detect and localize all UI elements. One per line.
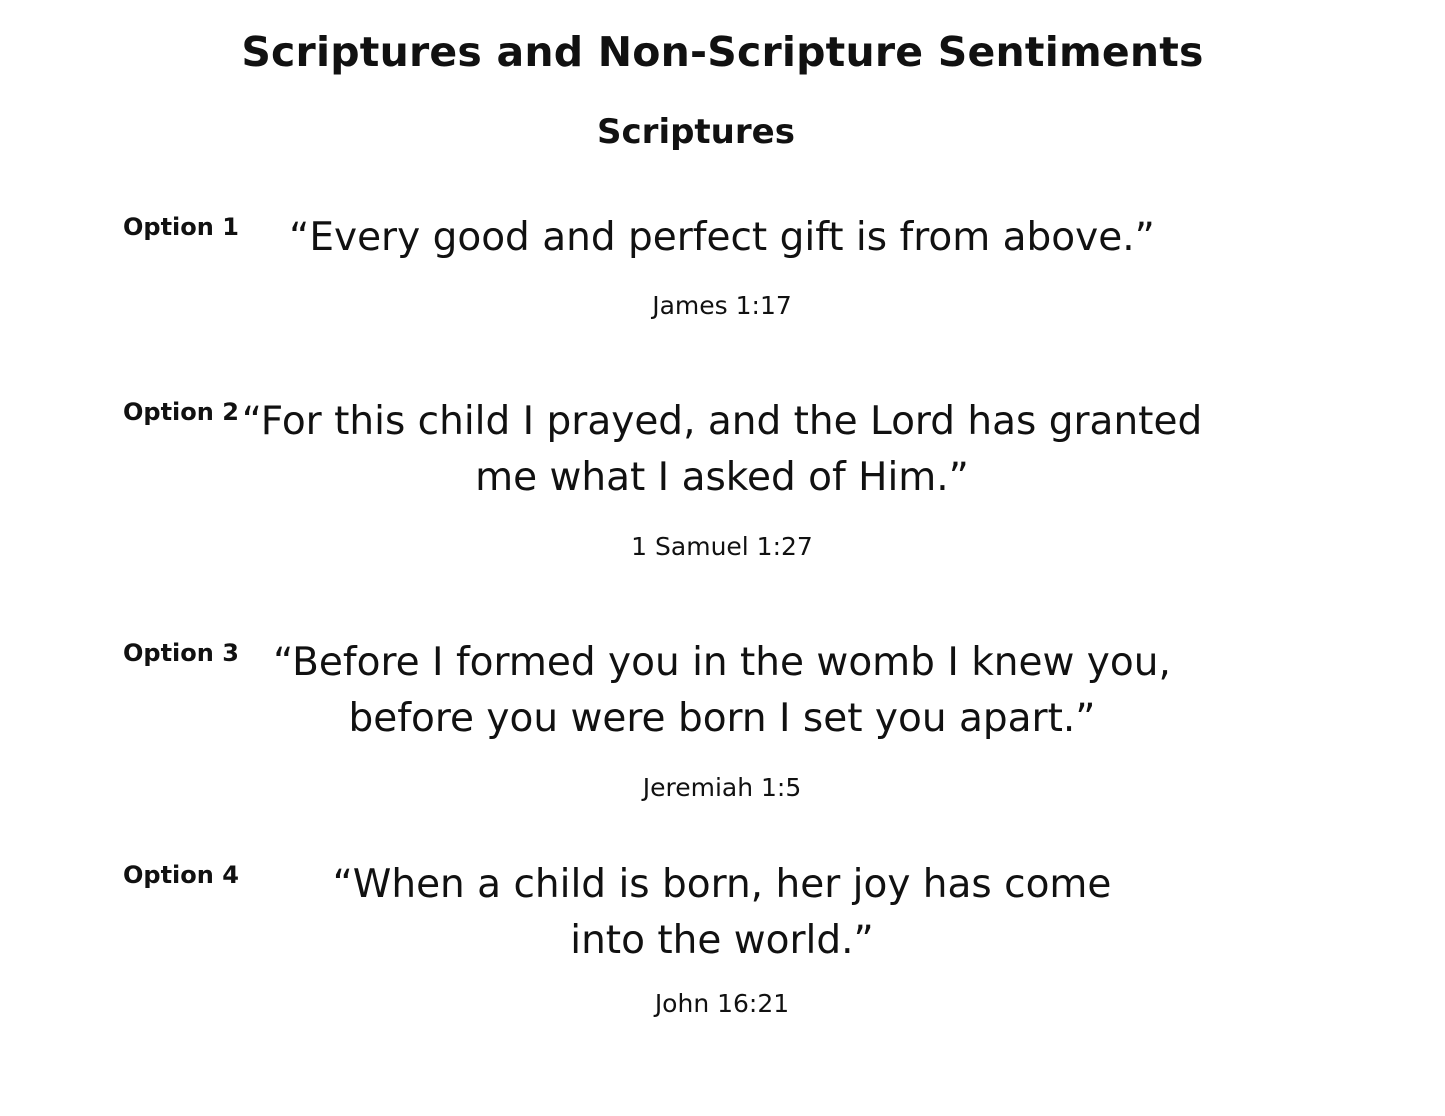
quote-line: “For this child I prayed, and the Lord has granted (241, 399, 1203, 444)
scripture-quote (222, 857, 1222, 969)
scripture-reference: 1 Samuel 1:27 (631, 532, 813, 561)
quote-line: before you were born I set you apart.” (348, 696, 1096, 741)
scripture-reference: James 1:17 (652, 291, 792, 320)
option-label: Option 1 (123, 213, 239, 241)
quote-line: into the world.” (570, 918, 874, 963)
option-label: Option 2 (123, 398, 239, 426)
scripture-quote (222, 635, 1222, 747)
scripture-reference: Jeremiah 1:5 (642, 773, 802, 802)
scripture-quote (222, 210, 1222, 266)
page-title: Scriptures and Non-Scripture Sentiments (241, 28, 1204, 76)
option-label: Option 3 (123, 639, 239, 667)
quote-line: “Every good and perfect gift is from above.” (289, 215, 1155, 260)
quote-line: “When a child is born, her joy has come (332, 862, 1112, 907)
scripture-reference: John 16:21 (654, 989, 790, 1018)
scripture-quote (222, 394, 1222, 506)
option-label: Option 4 (123, 861, 239, 889)
quote-line: “Before I formed you in the womb I knew you, (273, 640, 1171, 685)
section-heading: Scriptures (597, 112, 795, 152)
quote-line: me what I asked of Him.” (475, 455, 969, 500)
